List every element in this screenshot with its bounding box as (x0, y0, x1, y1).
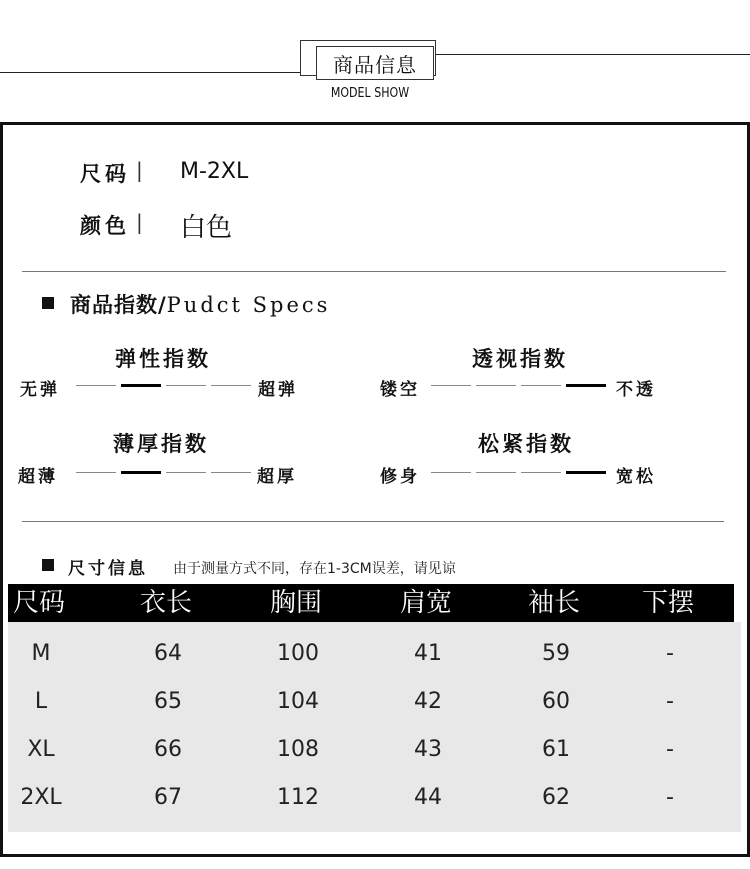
index-segment (211, 472, 251, 473)
table-cell: 59 (542, 641, 570, 666)
index-segment (76, 385, 116, 386)
table-cell: 104 (277, 689, 319, 714)
index-segment (121, 384, 161, 387)
index-left-label: 镂空 (380, 380, 420, 400)
header-line-right (434, 54, 750, 55)
color-value: 白色 (180, 213, 233, 243)
size-label: 尺码 (80, 162, 130, 186)
table-header-cell: 胸围 (269, 588, 322, 618)
table-cell: XL (27, 737, 55, 762)
index-segment (566, 384, 606, 387)
table-header-cell: 肩宽 (399, 588, 452, 618)
index-segment (211, 385, 251, 386)
table-cell: 44 (414, 785, 442, 810)
index-segment (121, 471, 161, 474)
table-cell: M (31, 641, 51, 666)
index-segment (166, 472, 206, 473)
index-segment (521, 385, 561, 386)
table-cell: 60 (542, 689, 570, 714)
header-line-left (0, 72, 316, 73)
table-header-cell: 衣长 (139, 588, 192, 618)
table-cell: 112 (277, 785, 319, 810)
page-subtitle: MODEL SHOW (330, 86, 410, 101)
index-segment (476, 385, 516, 386)
table-cell: 61 (542, 737, 570, 762)
index-right-label: 不透 (616, 380, 656, 400)
size-value: M-2XL (180, 159, 249, 184)
index-left-label: 修身 (380, 467, 420, 487)
specs-bullet-icon (42, 297, 54, 309)
table-cell: 108 (277, 737, 319, 762)
divider-middle (22, 521, 724, 522)
index-segment (431, 472, 471, 473)
index-segment (521, 472, 561, 473)
size-info-bullet-icon (42, 559, 54, 571)
index-segment (476, 472, 516, 473)
size-separator: | (136, 158, 143, 182)
table-cell: 100 (277, 641, 319, 666)
table-header (8, 584, 734, 622)
index-left-label: 无弹 (20, 380, 60, 400)
table-cell: L (34, 689, 48, 714)
table-cell: 43 (414, 737, 442, 762)
table-cell: 66 (154, 737, 182, 762)
table-cell: 2XL (20, 785, 62, 810)
index-title: 弹性指数 (115, 347, 211, 371)
index-right-label: 超厚 (257, 467, 297, 487)
table-cell: 67 (154, 785, 182, 810)
color-label: 颜色 (80, 214, 130, 238)
divider-top (22, 271, 726, 272)
specs-title-en: Pudct Specs (166, 293, 331, 317)
table-header-cell: 袖长 (527, 588, 580, 618)
index-segment (431, 385, 471, 386)
table-header-cell: 下摆 (641, 588, 694, 618)
index-right-label: 宽松 (616, 467, 656, 487)
index-title: 松紧指数 (478, 432, 574, 456)
index-title: 薄厚指数 (113, 432, 209, 456)
index-segment (76, 472, 116, 473)
page-title: 商品信息 (316, 46, 434, 80)
table-cell: 62 (542, 785, 570, 810)
table-header-cell: 尺码 (12, 588, 65, 618)
index-title: 透视指数 (472, 347, 568, 371)
index-segment (566, 471, 606, 474)
table-cell: - (666, 737, 674, 762)
table-cell: - (666, 641, 674, 666)
size-info-title: 尺寸信息 (68, 559, 148, 579)
index-left-label: 超薄 (18, 467, 58, 487)
specs-title (70, 289, 330, 319)
table-cell: 42 (414, 689, 442, 714)
table-cell: 65 (154, 689, 182, 714)
size-info-note: 由于测量方式不同，存在1-3CM误差，请见谅 (173, 561, 456, 577)
table-cell: - (666, 785, 674, 810)
table-cell: 64 (154, 641, 182, 666)
index-segment (166, 385, 206, 386)
color-separator: | (136, 210, 143, 234)
index-right-label: 超弹 (258, 380, 298, 400)
table-cell: - (666, 689, 674, 714)
table-cell: 41 (414, 641, 442, 666)
specs-title-cn: 商品指数/ (70, 293, 167, 317)
